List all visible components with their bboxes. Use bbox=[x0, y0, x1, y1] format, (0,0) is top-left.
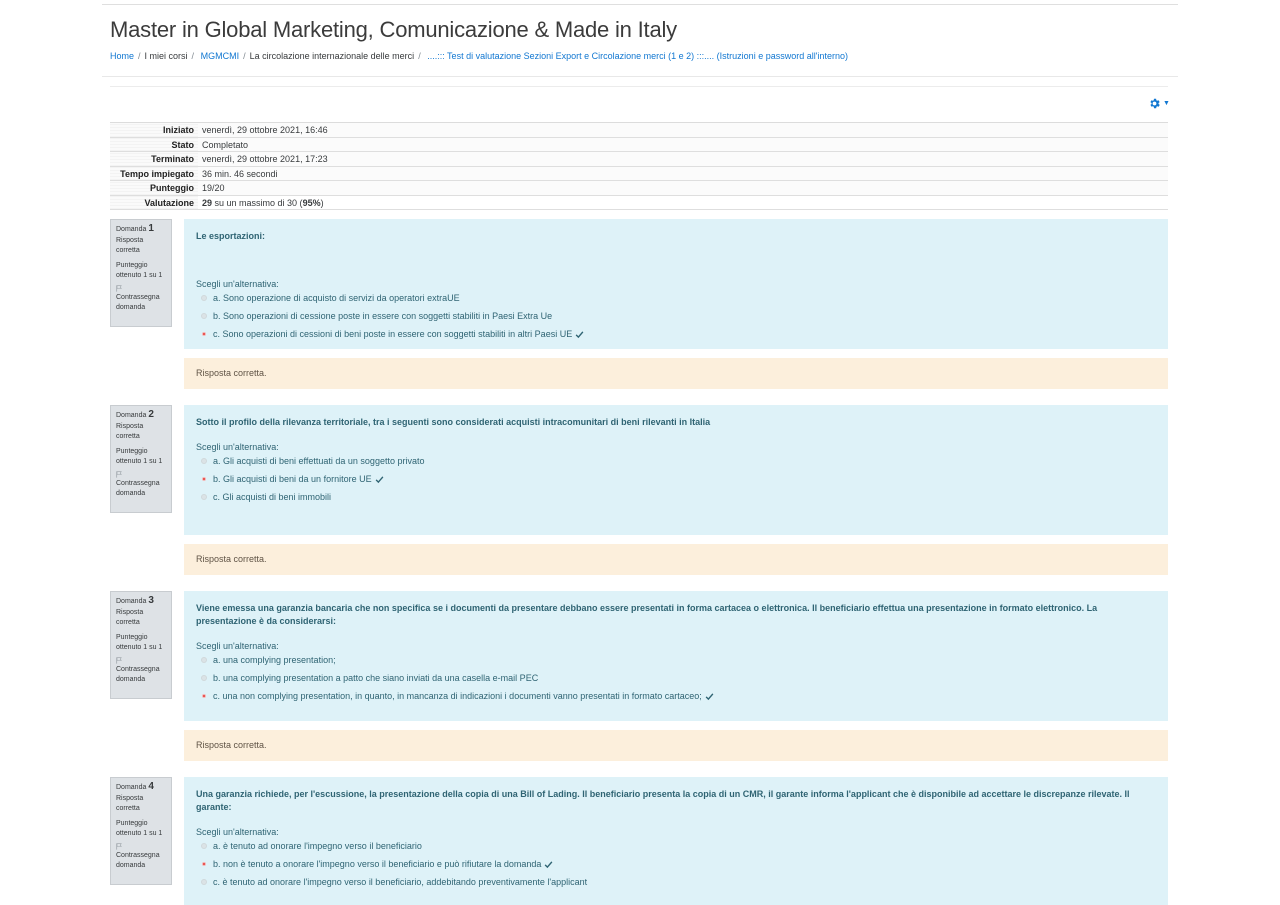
question-feedback: Risposta corretta. bbox=[184, 358, 1168, 389]
answer-label: b. Gli acquisti di beni da un fornitore UE bbox=[213, 474, 372, 484]
answer-label: a. una complying presentation; bbox=[213, 655, 336, 665]
question-state: Risposta corretta bbox=[116, 423, 144, 440]
question-grade: Punteggio ottenuto 1 su 1 bbox=[116, 448, 163, 465]
answer-list bbox=[196, 837, 1156, 891]
summary-row-marks bbox=[110, 181, 1168, 196]
breadcrumb-course[interactable]: MGMCMI bbox=[200, 51, 240, 61]
answer-list bbox=[196, 452, 1156, 506]
summary-row-started bbox=[110, 123, 1168, 138]
page-title: Master in Global Marketing, Comunicazione & Made in Italy bbox=[110, 17, 677, 42]
question-formulation-2 bbox=[184, 405, 1168, 535]
flag-icon bbox=[116, 657, 123, 664]
question-number-row bbox=[116, 224, 166, 235]
answer-radio[interactable] bbox=[202, 862, 206, 866]
answer-option[interactable] bbox=[196, 651, 1156, 669]
question-number: 2 bbox=[148, 409, 154, 420]
answer-option[interactable] bbox=[196, 837, 1156, 855]
flag-icon bbox=[116, 285, 123, 292]
answer-label: a. Gli acquisti di beni effettuati da un soggetto privato bbox=[213, 456, 425, 466]
summary-row-grade bbox=[110, 196, 1168, 211]
settings-menu-button[interactable] bbox=[1148, 95, 1174, 111]
question-label: Domanda bbox=[116, 598, 147, 605]
answer-radio[interactable] bbox=[202, 332, 206, 336]
breadcrumb: Home / I miei corsi / MGMCMI / La circolazione internazionale delle merci / ....::: Test di valutazione Sezioni Export e Circolazione merci (1 e 2) :::.... (Istruzioni e password all'interno) bbox=[110, 51, 848, 61]
answer-option[interactable] bbox=[196, 452, 1156, 470]
answer-radio[interactable] bbox=[201, 657, 207, 663]
question-formulation-1 bbox=[184, 219, 1168, 349]
breadcrumb-quiz[interactable]: ....::: Test di valutazione Sezioni Export e Circolazione merci (1 e 2) :::.... (Istruzioni e password all'interno) bbox=[427, 51, 848, 61]
question-number: 3 bbox=[148, 595, 154, 606]
header-divider bbox=[102, 4, 1178, 5]
question-label: Domanda bbox=[116, 784, 147, 791]
answer-prompt: Scegli un'alternativa: bbox=[196, 827, 279, 837]
summary-row-completed bbox=[110, 152, 1168, 167]
gear-icon bbox=[1148, 97, 1161, 110]
flag-label: Contrassegna domanda bbox=[116, 480, 160, 497]
question-info-3 bbox=[110, 591, 172, 699]
question-label: Domanda bbox=[116, 412, 147, 419]
answer-radio[interactable] bbox=[201, 879, 207, 885]
question-text: Sotto il profilo della rilevanza territoriale, tra i seguenti sono considerati acquisti intracomunitari di beni rilevanti in Italia bbox=[196, 417, 711, 427]
answer-radio[interactable] bbox=[201, 295, 207, 301]
question-state: Risposta corretta bbox=[116, 795, 144, 812]
check-icon bbox=[375, 475, 384, 484]
summary-label: Iniziato bbox=[110, 123, 198, 137]
answer-option[interactable] bbox=[196, 289, 1156, 307]
question-state: Risposta corretta bbox=[116, 237, 144, 254]
flag-question-button[interactable] bbox=[116, 843, 166, 871]
summary-label: Tempo impiegato bbox=[110, 167, 198, 181]
answer-label: c. è tenuto ad onorare l'impegno verso il beneficiario, addebitando preventivamente l'applicant bbox=[213, 877, 588, 887]
answer-radio[interactable] bbox=[201, 313, 207, 319]
flag-label: Contrassegna domanda bbox=[116, 666, 160, 683]
summary-value: Completato bbox=[198, 138, 1168, 152]
summary-row-state bbox=[110, 138, 1168, 153]
question-number-row bbox=[116, 410, 166, 421]
answer-list bbox=[196, 289, 1156, 343]
question-number: 1 bbox=[148, 223, 154, 234]
answer-option[interactable] bbox=[196, 488, 1156, 506]
summary-label: Punteggio bbox=[110, 181, 198, 195]
summary-row-time bbox=[110, 167, 1168, 182]
answer-option[interactable] bbox=[196, 873, 1156, 891]
answer-prompt: Scegli un'alternativa: bbox=[196, 641, 279, 651]
question-state: Risposta corretta bbox=[116, 609, 144, 626]
header-bottom-divider bbox=[102, 76, 1178, 77]
answer-radio[interactable] bbox=[201, 675, 207, 681]
chevron-down-icon: ▼ bbox=[1163, 99, 1170, 107]
summary-label: Stato bbox=[110, 138, 198, 152]
summary-label: Terminato bbox=[110, 152, 198, 166]
answer-option[interactable] bbox=[196, 307, 1156, 325]
flag-question-button[interactable] bbox=[116, 471, 166, 499]
answer-label: c. Gli acquisti di beni immobili bbox=[213, 492, 332, 502]
flag-label: Contrassegna domanda bbox=[116, 294, 160, 311]
flag-icon bbox=[116, 843, 123, 850]
breadcrumb-my-courses: I miei corsi bbox=[144, 51, 188, 61]
answer-option[interactable] bbox=[196, 855, 1156, 873]
summary-value: 36 min. 46 secondi bbox=[198, 167, 1168, 181]
grade-mid: su un massimo di 30 ( bbox=[212, 197, 303, 208]
answer-radio[interactable] bbox=[201, 458, 207, 464]
question-number-row bbox=[116, 596, 166, 607]
breadcrumb-section: La circolazione internazionale delle merci bbox=[249, 51, 415, 61]
check-icon bbox=[575, 330, 584, 339]
question-formulation-4 bbox=[184, 777, 1168, 905]
answer-prompt: Scegli un'alternativa: bbox=[196, 279, 279, 289]
answer-option[interactable] bbox=[196, 687, 1156, 705]
summary-value: venerdì, 29 ottobre 2021, 17:23 bbox=[198, 152, 1168, 166]
answer-label: a. Sono operazione di acquisto di servizi da operatori extraUE bbox=[213, 293, 460, 303]
question-info-2 bbox=[110, 405, 172, 513]
answer-label: b. non è tenuto a onorare l'impegno verso il beneficiario e può rifiutare la domanda bbox=[213, 859, 542, 869]
flag-question-button[interactable] bbox=[116, 285, 166, 313]
answer-radio[interactable] bbox=[202, 694, 206, 698]
summary-label: Valutazione bbox=[110, 196, 198, 210]
question-text: Viene emessa una garanzia bancaria che non specifica se i documenti da presentare debbano essere presentati in forma cartacea o elettronica. Il beneficiario effettua una presentazione in formato elettronico. La presentazione è da considerarsi: bbox=[196, 603, 1098, 626]
answer-label: a. è tenuto ad onorare l'impegno verso il beneficiario bbox=[213, 841, 422, 851]
attempt-summary-table bbox=[110, 122, 1168, 210]
answer-radio[interactable] bbox=[202, 477, 206, 481]
check-icon bbox=[705, 692, 714, 701]
question-text: Una garanzia richiede, per l'escussione, la presentazione della copia di una Bill of Lading. Il beneficiario presenta la copia di un CMR, il garante informa l'applicant che è disponibile ad accettare le discrepanze rilevate. Il garante: bbox=[196, 789, 1130, 812]
answer-option[interactable] bbox=[196, 470, 1156, 488]
answer-radio[interactable] bbox=[201, 494, 207, 500]
check-icon bbox=[544, 860, 553, 869]
answer-label: b. Sono operazioni di cessione poste in essere con soggetti stabiliti in Paesi Extra Ue bbox=[213, 311, 553, 321]
answer-label: c. Sono operazioni di cessioni di beni poste in essere con soggetti stabiliti in altri Paesi UE bbox=[213, 329, 573, 339]
question-info-1 bbox=[110, 219, 172, 327]
question-feedback: Risposta corretta. bbox=[184, 730, 1168, 761]
summary-value bbox=[198, 196, 1168, 210]
question-label: Domanda bbox=[116, 226, 147, 233]
summary-value: venerdì, 29 ottobre 2021, 16:46 bbox=[198, 123, 1168, 137]
answer-option[interactable] bbox=[196, 669, 1156, 687]
question-number: 4 bbox=[148, 781, 154, 792]
page bbox=[102, 0, 1178, 905]
content-top-divider bbox=[110, 86, 1168, 87]
flag-label: Contrassegna domanda bbox=[116, 852, 160, 869]
answer-prompt: Scegli un'alternativa: bbox=[196, 442, 279, 452]
question-grade: Punteggio ottenuto 1 su 1 bbox=[116, 262, 163, 279]
summary-value: 19/20 bbox=[198, 181, 1168, 195]
question-grade: Punteggio ottenuto 1 su 1 bbox=[116, 820, 163, 837]
answer-label: c. una non complying presentation, in quanto, in mancanza di indicazioni i documenti vanno presentati in formato cartaceo; bbox=[213, 691, 702, 701]
flag-question-button[interactable] bbox=[116, 657, 166, 685]
breadcrumb-home[interactable]: Home bbox=[110, 51, 135, 61]
answer-label: b. una complying presentation a patto che siano inviati da una casella e-mail PEC bbox=[213, 673, 539, 683]
answer-list bbox=[196, 651, 1156, 705]
grade-end: ) bbox=[320, 197, 324, 208]
question-formulation-3 bbox=[184, 591, 1168, 721]
flag-icon bbox=[116, 471, 123, 478]
question-feedback: Risposta corretta. bbox=[184, 544, 1168, 575]
question-number-row bbox=[116, 782, 166, 793]
question-grade: Punteggio ottenuto 1 su 1 bbox=[116, 634, 163, 651]
question-text: Le esportazioni: bbox=[196, 231, 266, 241]
question-info-4 bbox=[110, 777, 172, 885]
answer-option[interactable] bbox=[196, 325, 1156, 343]
grade-score: 29 bbox=[202, 197, 213, 208]
answer-radio[interactable] bbox=[201, 843, 207, 849]
grade-percent: 95% bbox=[302, 197, 321, 208]
